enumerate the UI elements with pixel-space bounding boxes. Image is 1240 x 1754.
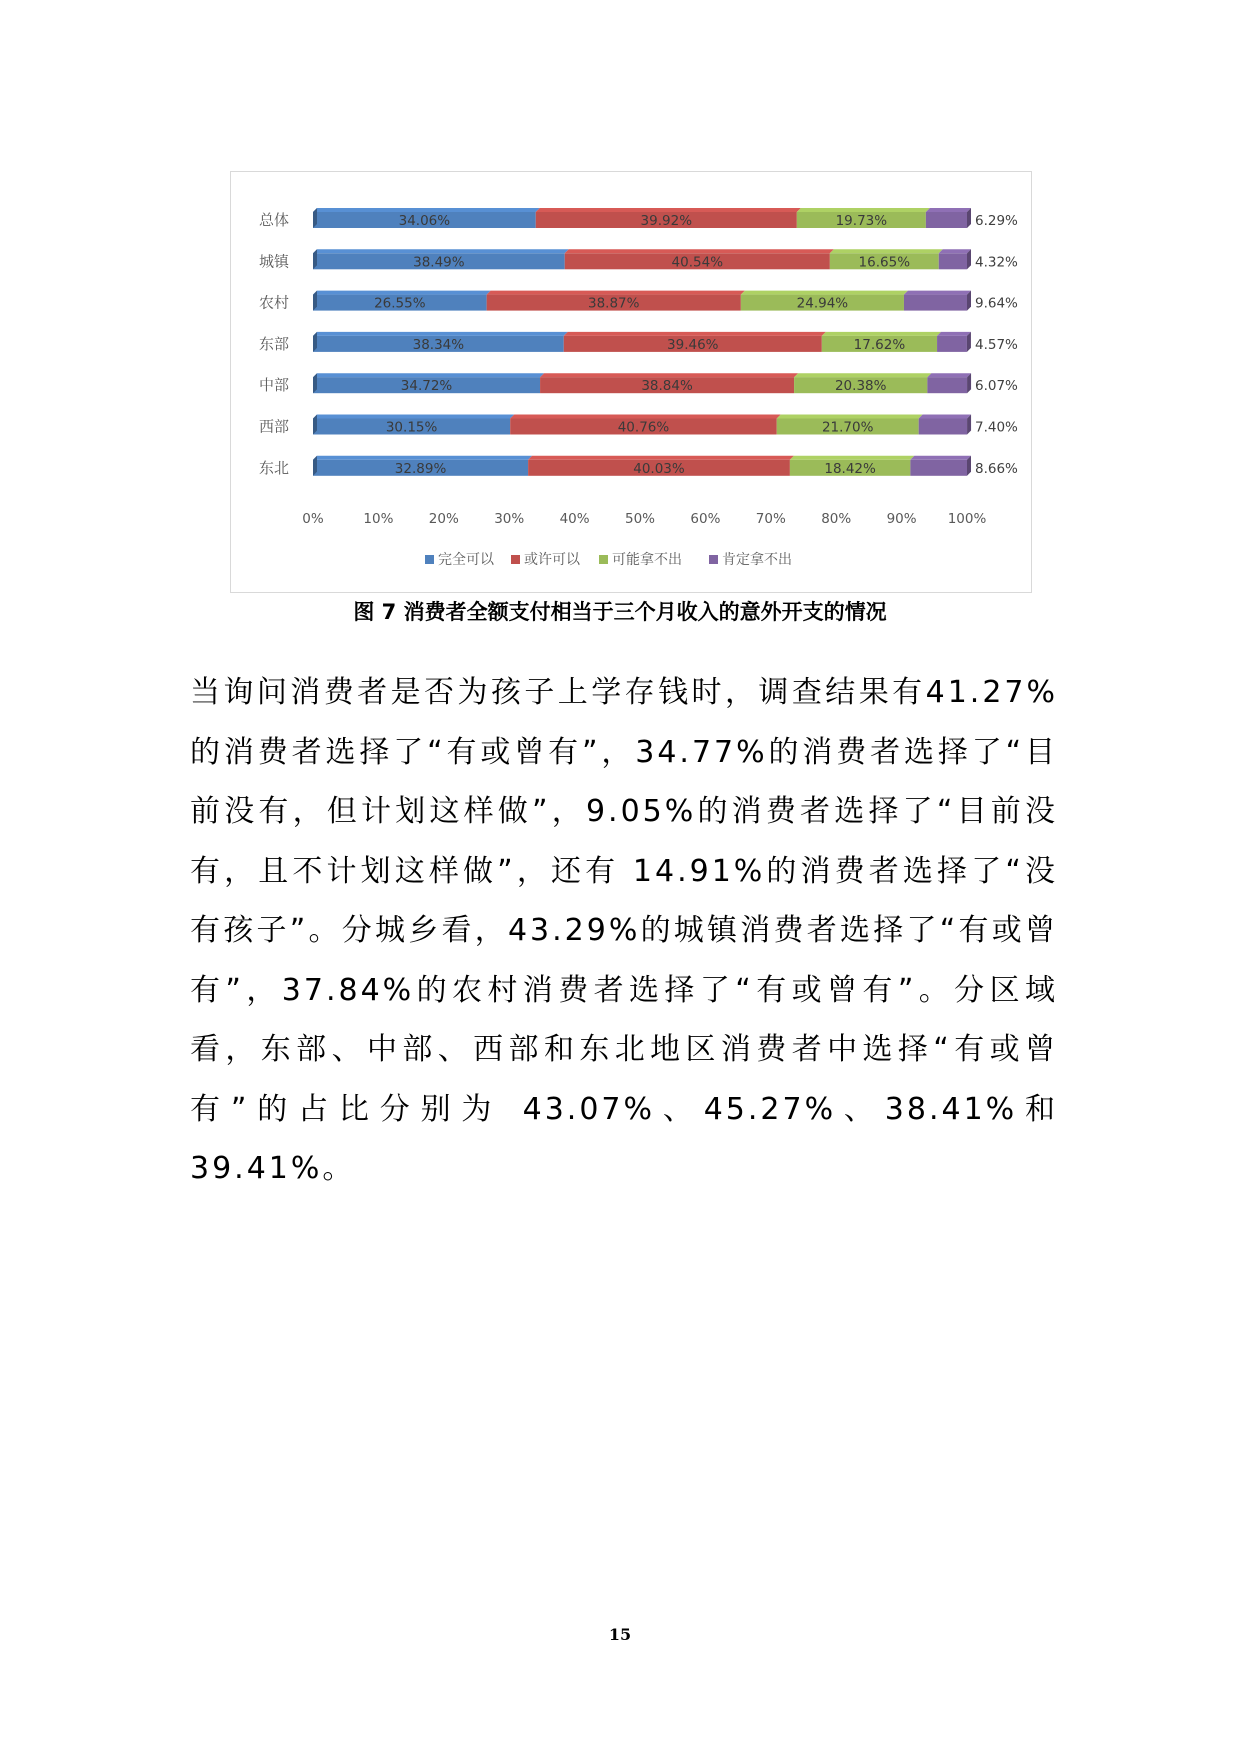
bar-top-face [741, 291, 908, 295]
data-label: 40.54% [671, 254, 724, 271]
bar-top-face [904, 291, 971, 295]
bar-segment [926, 212, 967, 228]
bar-top-face [564, 332, 826, 336]
data-label: 21.70% [821, 419, 874, 436]
x-tick-label: 40% [559, 511, 590, 527]
data-label: 38.34% [412, 336, 465, 353]
stacked-bar-chart [231, 172, 1031, 592]
legend-label: 完全可以 [438, 552, 494, 568]
category-label: 西部 [258, 417, 289, 436]
legend-swatch [511, 555, 520, 564]
bar-top-face [937, 332, 971, 336]
data-label: 39.92% [640, 213, 693, 229]
data-label: 34.72% [400, 378, 453, 395]
bar-top-face [790, 456, 914, 460]
bar-top-face [528, 456, 794, 460]
x-tick-label: 90% [886, 511, 917, 527]
x-tick-label: 10% [363, 511, 394, 527]
bar-top-face [797, 208, 930, 212]
data-label: 40.76% [617, 419, 670, 436]
bar-segment [904, 295, 967, 311]
bar-top-face [313, 456, 532, 460]
data-label: 4.32% [975, 254, 1018, 271]
bar-top-face [313, 373, 544, 377]
data-label: 4.57% [975, 336, 1018, 353]
category-label: 农村 [258, 293, 289, 312]
bar-top-face [313, 415, 514, 419]
data-label: 34.06% [398, 213, 451, 229]
legend-label: 或许可以 [524, 552, 580, 568]
bar-top-face [313, 332, 568, 336]
bar-segment [939, 253, 967, 269]
legend-label: 肯定拿不出 [722, 552, 792, 568]
data-label: 9.64% [975, 295, 1018, 312]
x-tick-label: 70% [755, 511, 786, 527]
data-label: 24.94% [796, 295, 849, 312]
data-label: 7.40% [975, 419, 1018, 436]
bar-top-face [939, 249, 971, 253]
category-label: 中部 [258, 376, 289, 395]
category-label: 东北 [258, 458, 289, 477]
bar-segment [937, 336, 967, 352]
x-tick-label: 100% [947, 511, 987, 527]
data-label: 8.66% [975, 460, 1018, 477]
bar-top-face [487, 291, 745, 295]
body-paragraph [190, 663, 1058, 1199]
bar-top-face [313, 249, 569, 253]
x-tick-label: 50% [624, 511, 656, 527]
data-label: 38.49% [413, 254, 465, 271]
bar-top-face [927, 373, 971, 377]
data-label: 40.03% [633, 460, 685, 477]
x-tick-label: 0% [302, 511, 324, 527]
data-label: 30.15% [385, 419, 438, 436]
bar-top-face [540, 373, 798, 377]
data-label: 20.38% [834, 378, 887, 395]
bar-top-face [777, 415, 923, 419]
legend-swatch [425, 555, 434, 564]
data-label: 39.46% [667, 336, 719, 353]
data-label: 38.84% [641, 378, 693, 395]
bar-top-face [910, 456, 971, 460]
category-label: 东部 [258, 334, 289, 353]
bar-top-face [830, 249, 943, 253]
bar-top-face [919, 415, 971, 419]
bar-segment [919, 419, 967, 435]
chart-frame [230, 171, 1032, 593]
data-label: 19.73% [835, 213, 888, 229]
x-tick-label: 80% [821, 511, 852, 527]
bar-top-face [313, 208, 540, 212]
page-number: 15 [608, 1625, 632, 1644]
category-label: 总体 [258, 211, 289, 229]
bar-segment [927, 377, 967, 393]
data-label: 16.65% [858, 254, 911, 271]
data-label: 6.07% [975, 378, 1018, 395]
bar-segment [910, 460, 967, 476]
data-label: 32.89% [394, 460, 447, 477]
bar-top-face [510, 415, 781, 419]
data-label: 26.55% [374, 295, 426, 312]
legend-label: 可能拿不出 [612, 552, 682, 568]
bar-top-face [794, 373, 931, 377]
data-label: 6.29% [975, 213, 1018, 229]
data-label: 38.87% [587, 295, 640, 312]
legend-swatch [709, 555, 718, 564]
bar-top-face [313, 291, 491, 295]
bar-top-face [565, 249, 834, 253]
category-label: 城镇 [258, 252, 289, 271]
bar-top-face [926, 208, 971, 212]
x-tick-label: 60% [690, 511, 721, 527]
data-label: 17.62% [853, 336, 906, 353]
data-label: 18.42% [824, 460, 876, 477]
bar-top-face [536, 208, 801, 212]
legend-swatch [599, 555, 608, 564]
bar-top-face [822, 332, 941, 336]
x-tick-label: 20% [428, 511, 459, 527]
figure-caption: 图 7 消费者全额支付相当于三个月收入的意外开支的情况 [353, 600, 887, 624]
paragraph-text: 当询问消费者是否为孩子上学存钱时，调查结果有41.27%的消费者选择了“有或曾有”，34.77%的消费者选择了“目前没有，但计划这样做”，9.05%的消费者选择了“目前没有，且不计划这样做”，还有 14.91%的消费者选择了“没有孩子”。分城乡看，43.29%的城镇消费者选择了“有或曾有”，37.84%的农村消费者选择了“有或曾有”。分区域看，东部、中部、西部和东北地区消费者中选择“有或曾有”的占比分别为 43.07%、45.27%、38.41%和 39.41%。 [190, 675, 1058, 1186]
x-tick-label: 30% [494, 511, 525, 527]
